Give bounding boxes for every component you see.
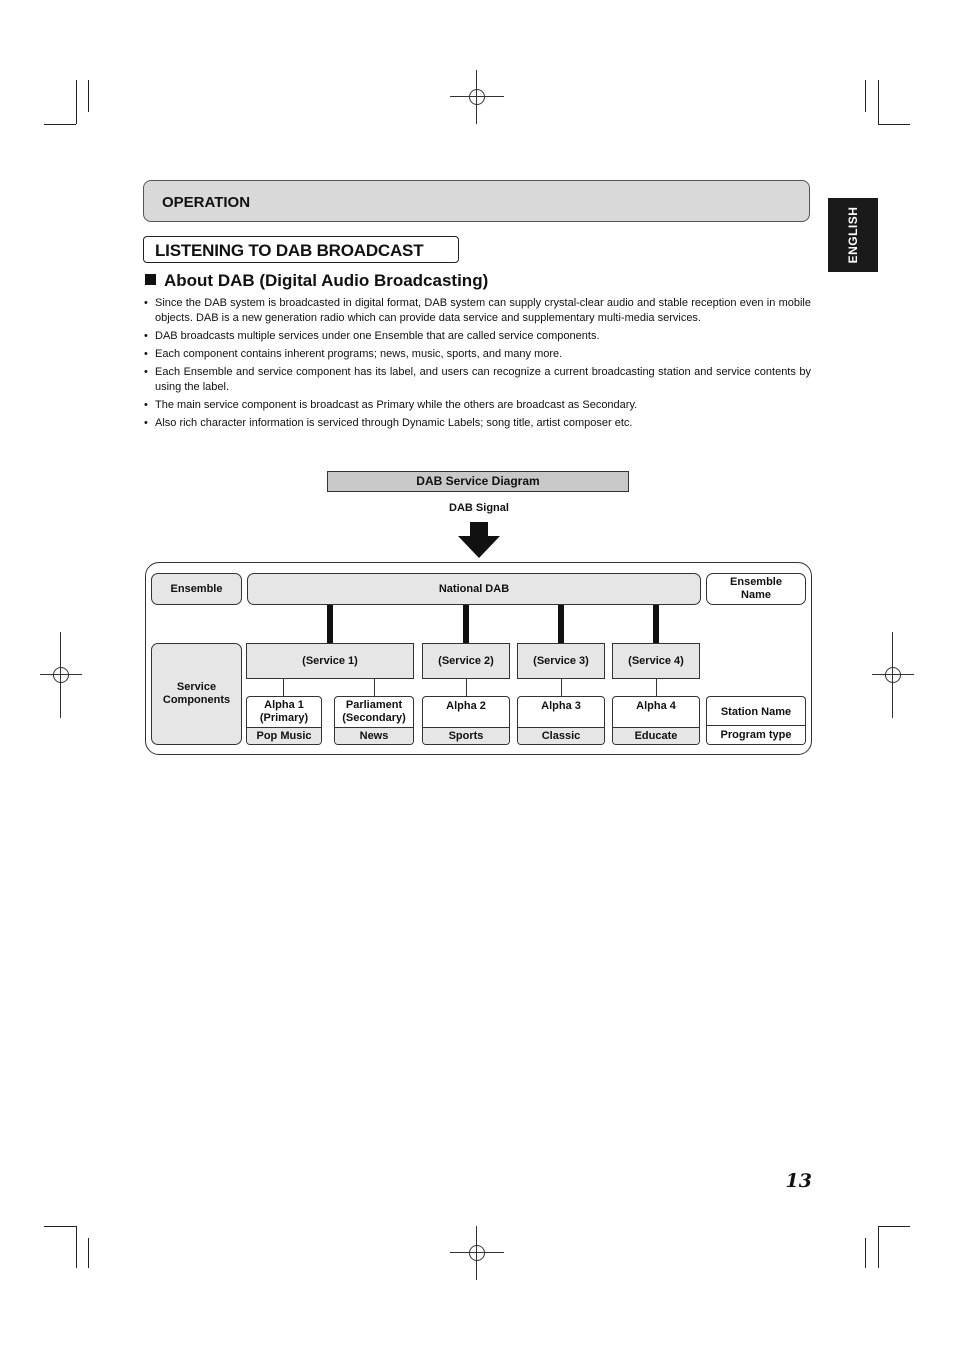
language-tab-label: ENGLISH [846, 206, 860, 264]
connector-bar [327, 605, 333, 643]
list-item: • Also rich character information is serviced through Dynamic Labels; song title, artist composer etc. [143, 416, 811, 431]
service-box-4: (Service 4) [612, 643, 700, 679]
section-label: OPERATION [162, 194, 251, 211]
language-tab [828, 198, 878, 272]
ensemble-value-box: National DAB [247, 573, 701, 605]
diagram-title: DAB Service Diagram [327, 471, 629, 492]
service-box-2: (Service 2) [422, 643, 510, 679]
list-item: • Each component contains inherent programs; news, music, sports, and many more. [143, 347, 811, 362]
connector-line [283, 679, 284, 696]
service-components-label-box: Service Components [151, 643, 242, 745]
signal-label: DAB Signal [449, 502, 509, 514]
registration-mark-right [878, 660, 908, 690]
connector-line [374, 679, 375, 696]
square-bullet-icon [145, 274, 156, 285]
subheading-text: About DAB (Digital Audio Broadcasting) [164, 271, 489, 290]
connector-line [466, 679, 467, 696]
section-header-bar [143, 180, 810, 222]
service-box-1: (Service 1) [246, 643, 414, 679]
page-number: 13 [785, 1170, 812, 1192]
ensemble-label-box: Ensemble [151, 573, 242, 605]
registration-mark-bottom [462, 1238, 492, 1268]
component-label: Alpha 1 (Primary) [259, 699, 309, 724]
connector-line [561, 679, 562, 696]
list-item: • DAB broadcasts multiple services under one Ensemble that are called service components. [143, 329, 811, 344]
component-program-type: Pop Music [247, 727, 321, 744]
registration-mark-left [46, 660, 76, 690]
component-box-1 [246, 696, 322, 745]
legend-station-name: Station Name [720, 705, 792, 718]
bullet-list [143, 296, 811, 434]
component-program-type: Educate [613, 727, 699, 744]
legend-program-type: Program type [707, 725, 805, 744]
list-item: • Since the DAB system is broadcasted in digital format, DAB system can supply crystal-clear audio and stable reception even in mobile objects. DAB is a new generation radio which can provide data service and supplementary multi-media services. [143, 296, 811, 326]
list-item: • Each Ensemble and service component has its label, and users can recognize a current broadcasting station and service contents by using the label. [143, 365, 811, 395]
component-box-4 [517, 696, 605, 745]
connector-bar [653, 605, 659, 643]
list-item: • The main service component is broadcast as Primary while the others are broadcast as Secondary. [143, 398, 811, 413]
page-title: LISTENING TO DAB BROADCAST [155, 241, 424, 260]
ensemble-name-legend: Ensemble Name [706, 573, 806, 605]
component-program-type: Sports [423, 727, 509, 744]
connector-bar [558, 605, 564, 643]
connector-bar [463, 605, 469, 643]
component-box-3 [422, 696, 510, 745]
connector-line [656, 679, 657, 696]
down-arrow-icon [458, 522, 500, 558]
component-label: Parliament (Secondary) [342, 699, 406, 724]
component-label: Alpha 2 [446, 700, 486, 712]
service-box-3: (Service 3) [517, 643, 605, 679]
component-box-2 [334, 696, 414, 745]
component-label: Alpha 4 [636, 700, 676, 712]
legend-box [706, 696, 806, 745]
component-program-type: Classic [518, 727, 604, 744]
page-title-box [143, 236, 459, 263]
registration-mark-top [462, 82, 492, 112]
component-box-5 [612, 696, 700, 745]
subheading [145, 271, 488, 291]
component-label: Alpha 3 [541, 700, 581, 712]
component-program-type: News [335, 727, 413, 744]
